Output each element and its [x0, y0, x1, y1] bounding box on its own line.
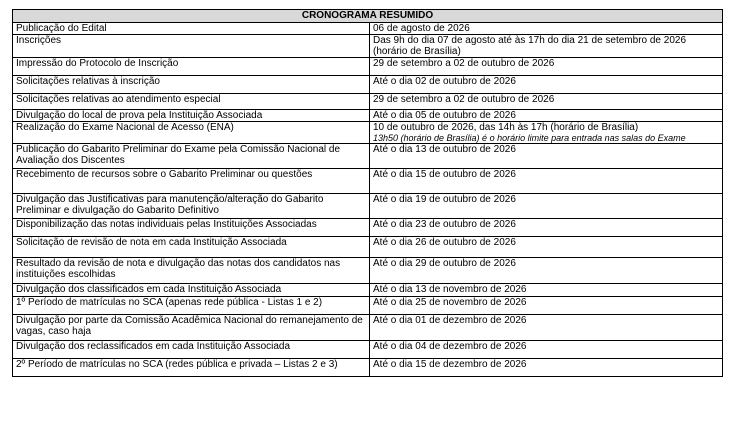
event-cell: Solicitações relativas ao atendimento especial [13, 94, 370, 110]
date-cell: Até o dia 29 de outubro de 2026 [370, 258, 723, 284]
date-cell: Até o dia 04 de dezembro de 2026 [370, 341, 723, 359]
event-cell: Disponibilização das notas individuais pelas Instituições Associadas [13, 219, 370, 237]
exam-entry-note: 13h50 (horário de Brasília) é o horário limite para entrada nas salas do Exame [373, 133, 686, 143]
exam-date-text: 10 de outubro de 2026, das 14h às 17h (horário de Brasília) [373, 122, 639, 133]
table-row [13, 35, 723, 58]
table-row [13, 144, 723, 169]
date-cell: Até o dia 13 de novembro de 2026 [370, 284, 723, 297]
table-row [13, 284, 723, 297]
date-cell: Das 9h do dia 07 de agosto até às 17h do dia 21 de setembro de 2026 (horário de Brasília) [370, 35, 723, 58]
event-cell: Impressão do Protocolo de Inscrição [13, 58, 370, 76]
event-cell: Solicitação de revisão de nota em cada Instituição Associada [13, 237, 370, 258]
date-cell: Até o dia 02 de outubro de 2026 [370, 76, 723, 94]
table-title: CRONOGRAMA RESUMIDO [13, 10, 723, 23]
schedule-table [12, 9, 723, 377]
table-row [13, 76, 723, 94]
date-cell: 29 de setembro a 02 de outubro de 2026 [370, 58, 723, 76]
date-cell: 29 de setembro a 02 de outubro de 2026 [370, 94, 723, 110]
table-row [13, 122, 723, 144]
date-cell: Até o dia 26 de outubro de 2026 [370, 237, 723, 258]
table-header-row [13, 10, 723, 23]
event-cell: Publicação do Gabarito Preliminar do Exame pela Comissão Nacional de Avaliação dos Discentes [13, 144, 370, 169]
table-row [13, 315, 723, 341]
event-cell: Divulgação dos classificados em cada Instituição Associada [13, 284, 370, 297]
date-cell [370, 122, 723, 144]
date-cell: Até o dia 23 de outubro de 2026 [370, 219, 723, 237]
table-row [13, 359, 723, 377]
event-cell: Divulgação por parte da Comissão Acadêmica Nacional do remanejamento de vagas, caso haja [13, 315, 370, 341]
table-row [13, 258, 723, 284]
table-row [13, 237, 723, 258]
date-cell: Até o dia 15 de outubro de 2026 [370, 169, 723, 194]
event-cell: Realização do Exame Nacional de Acesso (ENA) [13, 122, 370, 144]
event-cell: Inscrições [13, 35, 370, 58]
table-row [13, 94, 723, 110]
table-row [13, 297, 723, 315]
event-cell: Recebimento de recursos sobre o Gabarito Preliminar ou questões [13, 169, 370, 194]
table-row [13, 58, 723, 76]
date-cell: Até o dia 25 de novembro de 2026 [370, 297, 723, 315]
event-cell: 2º Período de matrículas no SCA (redes pública e privada – Listas 2 e 3) [13, 359, 370, 377]
event-cell: Publicação do Edital [13, 23, 370, 35]
table-row [13, 194, 723, 219]
date-cell: Até o dia 15 de dezembro de 2026 [370, 359, 723, 377]
event-cell: Divulgação dos reclassificados em cada Instituição Associada [13, 341, 370, 359]
event-cell: Solicitações relativas à inscrição [13, 76, 370, 94]
table-row [13, 169, 723, 194]
date-cell: 06 de agosto de 2026 [370, 23, 723, 35]
date-cell: Até o dia 01 de dezembro de 2026 [370, 315, 723, 341]
event-cell: Resultado da revisão de nota e divulgação das notas dos candidatos nas instituições escolhidas [13, 258, 370, 284]
event-cell: Divulgação das Justificativas para manutenção/alteração do Gabarito Preliminar e divulgação do Gabarito Definitivo [13, 194, 370, 219]
table-row [13, 23, 723, 35]
event-cell: Divulgação do local de prova pela Instituição Associada [13, 110, 370, 122]
table-row [13, 219, 723, 237]
event-cell: 1º Período de matrículas no SCA (apenas rede pública - Listas 1 e 2) [13, 297, 370, 315]
table-row [13, 341, 723, 359]
date-cell: Até o dia 13 de outubro de 2026 [370, 144, 723, 169]
date-cell: Até o dia 05 de outubro de 2026 [370, 110, 723, 122]
table-row [13, 110, 723, 122]
date-cell: Até o dia 19 de outubro de 2026 [370, 194, 723, 219]
